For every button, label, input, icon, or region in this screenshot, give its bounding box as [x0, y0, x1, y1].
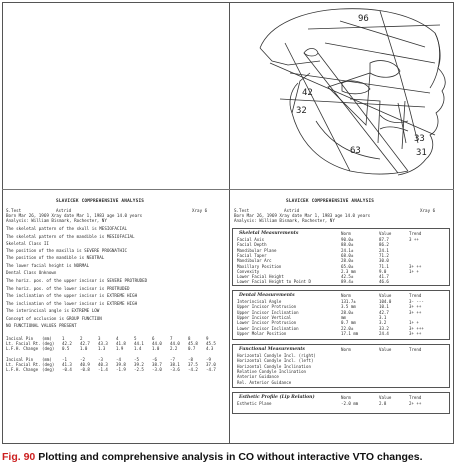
measurement-cell: 1+ + — [409, 320, 419, 326]
tracing-label-42: 42 — [302, 88, 313, 98]
table-cell: 42.7 — [80, 341, 90, 346]
table-cell: -4 — [116, 357, 121, 362]
table-cell: L.F.H. Change — [6, 346, 39, 351]
table-cell: (deg) — [42, 346, 55, 351]
right-analysis-line: Analysis: William Bismark, Rochester, NY — [234, 218, 335, 223]
functional-measurements-box — [232, 344, 450, 388]
table-cell: -0.4 — [62, 367, 72, 372]
left-statement-line: Skeletal Class II — [6, 241, 49, 246]
table-cell: -4.7 — [206, 367, 216, 372]
left-statement-line: Concept of occlusion is GROUP FUNCTION — [6, 316, 102, 321]
left-statement-line: The inclination of the upper incisor is EXTREME HIGH — [6, 293, 138, 298]
table-cell: -2.5 — [134, 367, 144, 372]
measurement-cell: 71.2 — [379, 252, 389, 258]
measurement-row — [233, 299, 449, 304]
table-cell: 1 — [62, 336, 65, 341]
right-xray-no: Xray 6 — [420, 208, 436, 213]
left-analysis-line: Analysis: William Bismark, Rochester, NY — [6, 218, 107, 223]
measurement-row — [233, 380, 449, 385]
measurement-cell: 33.2 — [379, 325, 389, 331]
measurement-cell: 22.0± — [341, 325, 354, 331]
right-heading: SLAVICEK COMPREHENSIVE ANALYSIS — [286, 199, 375, 204]
measurement-cell: Interincisal Angle — [237, 299, 282, 304]
measurement-cell: Facial Depth — [237, 242, 267, 248]
measurement-cell: 10.1 — [379, 304, 389, 310]
column-header: Trend — [409, 293, 422, 298]
table-cell: 6 — [152, 336, 155, 341]
column-header: Trend — [409, 231, 422, 236]
table-cell: -3.6 — [170, 367, 180, 372]
measurement-cell: Facial Axis — [237, 237, 265, 242]
table-cell: 37.0 — [206, 362, 216, 367]
measurement-row — [233, 242, 449, 247]
measurement-cell: Anterior Guidance — [237, 374, 279, 380]
tracing-label-63: 63 — [350, 146, 361, 156]
measurement-cell: 65.0± — [341, 263, 354, 269]
figure-number: Fig. 90 — [2, 451, 36, 463]
table-cell: 42.2 — [62, 341, 72, 346]
measurement-cell: Lower Facial Height to Point D — [237, 279, 311, 285]
table-cell: (deg) — [42, 362, 55, 367]
measurement-row — [233, 253, 449, 258]
left-statement-line: Dental Class Unknown — [6, 270, 57, 275]
table-cell: 38.1 — [170, 362, 180, 367]
measurement-cell: 131.7± — [341, 299, 356, 304]
measurement-row — [233, 369, 449, 374]
tracing-label-32: 32 — [296, 106, 307, 116]
measurement-cell: 42.5± — [341, 274, 354, 280]
table-cell: -0.8 — [80, 367, 90, 372]
table-cell: 37.5 — [188, 362, 198, 367]
measurement-cell: 2.8 — [379, 401, 387, 406]
measurement-cell: 71.1 — [379, 263, 389, 269]
measurement-cell: Lower Facial Height — [237, 274, 284, 280]
measurement-row — [233, 358, 449, 363]
measurement-cell: 3+ ++ — [409, 304, 422, 310]
right-patient-name: S.Test — [234, 208, 250, 213]
left-xray-no: Xray 6 — [192, 208, 208, 213]
tracing-label-31: 31 — [416, 148, 427, 158]
table-cell: (mm) — [42, 357, 52, 362]
cephalometric-tracing — [230, 3, 454, 189]
dental-title: Dental Measurements — [239, 293, 295, 298]
left-statement-line: The interincisal angle is EXTREME LOW — [6, 308, 100, 313]
measurement-cell: 28.0± — [341, 309, 354, 315]
table-cell: -3 — [98, 357, 103, 362]
table-cell: Lt. Facial Rt. — [6, 341, 41, 346]
esthetic-profile-box — [232, 392, 450, 414]
measurement-cell: 89.4± — [341, 279, 354, 285]
measurement-row — [233, 304, 449, 309]
measurement-row — [233, 326, 449, 331]
measurement-cell: 88.0± — [341, 242, 354, 248]
measurement-cell: Maxillary Position — [237, 263, 282, 269]
measurement-cell: Lower Incisor Inclination — [237, 325, 299, 331]
table-cell: 1.0 — [80, 346, 88, 351]
measurement-row — [233, 237, 449, 242]
measurement-cell: Esthetic Plane — [237, 401, 272, 406]
table-cell: 45.5 — [206, 341, 216, 346]
measurement-row — [233, 310, 449, 315]
left-born-line: Born Mar 26, 1969 Xray date Mar 1, 1983 age 14.0 years — [6, 213, 143, 218]
measurement-cell: 3.2 — [379, 320, 387, 326]
figure-title: Plotting and comprehensive analysis in CO without interactive VTO changes. — [38, 451, 423, 463]
table-cell: (deg) — [42, 341, 55, 346]
column-header: Value — [379, 293, 392, 298]
measurement-cell: 86.2 — [379, 242, 389, 248]
functional-title: Functional Measurements — [239, 347, 305, 352]
figure-caption — [2, 451, 454, 463]
table-cell: 45.8 — [188, 341, 198, 346]
table-cell: 1.0 — [152, 346, 160, 351]
table-cell: Incisal Pin — [6, 336, 34, 341]
measurement-row — [233, 315, 449, 320]
column-header: Norm — [341, 293, 351, 298]
column-header: Value — [379, 347, 392, 352]
measurement-cell: 3.1 — [379, 314, 387, 320]
esthetic-title: Esthetic Profile (Lip Relation) — [239, 395, 315, 400]
right-born-line: Born Mar 26, 1969 Xray date Mar 1, 1983 age 14.0 years — [234, 213, 371, 218]
table-cell: L.F.H. Change — [6, 367, 39, 372]
column-header: Value — [379, 395, 392, 400]
table-cell: 2 — [80, 336, 83, 341]
column-header: Norm — [341, 395, 351, 400]
table-cell: -3.0 — [152, 367, 162, 372]
measurement-cell: Mandibular Plane — [237, 247, 277, 253]
left-statement-line: The skeletal pattern of the mandible is MESIOFACIAL — [6, 234, 135, 239]
table-cell: 44.1 — [134, 341, 144, 346]
measurement-cell: Relative Condyle Inclination — [237, 368, 307, 374]
left-patient-first: Astrid — [56, 208, 72, 213]
horizontal-divider — [2, 189, 454, 190]
measurement-cell: 41.7 — [379, 274, 389, 280]
measurement-cell: 3- --- — [409, 299, 424, 304]
table-cell: -1 — [62, 357, 67, 362]
measurement-cell: 28.0± — [341, 258, 354, 264]
measurement-cell: 3+ ++ — [409, 330, 422, 336]
table-cell: 0.5 — [62, 346, 70, 351]
measurement-row — [233, 279, 449, 284]
table-cell: 4 — [116, 336, 119, 341]
right-patient-first: Astrid — [284, 208, 300, 213]
measurement-cell: Horizontal Condyle Inclination — [237, 363, 311, 369]
measurement-row — [233, 401, 449, 406]
measurement-cell: 0.7 mm — [341, 320, 356, 326]
tracing-label-96: 96 — [358, 14, 369, 24]
column-header: Trend — [409, 347, 422, 352]
table-row — [6, 367, 224, 372]
left-statement-line: The horiz. pos. of the upper incisor is SEVERE PROTRUDED — [6, 278, 148, 283]
table-cell: 41.8 — [116, 341, 126, 346]
table-cell: 43.3 — [98, 341, 108, 346]
measurement-row — [233, 353, 449, 358]
table-cell: 40.3 — [98, 362, 108, 367]
measurement-cell: 104.0 — [379, 299, 392, 304]
left-heading: SLAVICEK COMPREHENSIVE ANALYSIS — [56, 199, 145, 204]
table-cell: 4.3 — [206, 346, 214, 351]
left-statement-line: The horiz. pos. of the lower incisor is PROTRUDED — [6, 286, 130, 291]
table-cell: 44.0 — [152, 341, 162, 346]
measurement-cell: 90.0± — [341, 237, 354, 242]
measurement-cell: 9.0 — [379, 268, 387, 274]
table-header-row — [233, 347, 449, 352]
skeletal-title: Skeletal Measurements — [239, 231, 299, 236]
measurement-cell: 30.0 — [379, 258, 389, 264]
measurement-row — [233, 264, 449, 269]
measurement-row — [233, 320, 449, 325]
table-cell: -9 — [206, 357, 211, 362]
measurement-cell: Rel. Anterior Guidance — [237, 379, 292, 385]
column-header: Norm — [341, 231, 351, 236]
measurement-row — [233, 364, 449, 369]
table-cell: -2 — [80, 357, 85, 362]
table-cell: Lt. Facial Rt. — [6, 362, 41, 367]
table-cell: Incisal Pin — [6, 357, 34, 362]
measurement-cell: Horizontal Condyle Incl. (left) — [237, 358, 314, 364]
table-cell: -4.2 — [188, 367, 198, 372]
measurement-cell: Lower Incisor Protrusion — [237, 320, 297, 326]
table-cell: 8 — [188, 336, 191, 341]
table-cell: 1.9 — [116, 346, 124, 351]
column-header: Value — [379, 231, 392, 236]
measurement-row — [233, 274, 449, 279]
measurement-row — [233, 269, 449, 274]
skeletal-measurements-box — [232, 228, 450, 286]
measurement-cell: 2.3 mm — [341, 268, 356, 274]
measurement-cell: Mandibular Arc — [237, 258, 272, 264]
table-cell: 1.3 — [98, 346, 106, 351]
measurement-cell: Upper Incisor Protrusion — [237, 304, 297, 310]
table-header-row — [233, 395, 449, 400]
left-patient-name: S.Test — [6, 208, 22, 213]
measurement-cell: 17.1 mm — [341, 330, 359, 336]
table-cell: 2.2 — [170, 346, 178, 351]
measurement-cell: Horizontal Condyle Incl. (right) — [237, 353, 316, 358]
table-cell: 44.0 — [170, 341, 180, 346]
table-cell: 41.3 — [62, 362, 72, 367]
left-statement-line: The inclination of the lower incisor is EXTREME HIGH — [6, 301, 138, 306]
table-cell: 5 — [134, 336, 137, 341]
table-cell: -7 — [170, 357, 175, 362]
measurement-cell: Facial Taper — [237, 252, 267, 258]
measurement-cell: 87.7 — [379, 237, 389, 242]
measurement-cell: 68.0± — [341, 252, 354, 258]
measurement-row — [233, 248, 449, 253]
measurement-cell: -2.0 mm — [341, 401, 359, 406]
measurement-cell: 24.1± — [341, 247, 354, 253]
left-statement-line: The lower facial height is NORMAL — [6, 263, 90, 268]
measurement-cell: Convexity — [237, 268, 260, 274]
table-cell: -1.9 — [116, 367, 126, 372]
table-cell: (deg) — [42, 367, 55, 372]
table-row — [6, 346, 224, 351]
table-cell: 39.2 — [134, 362, 144, 367]
table-cell: 40.9 — [80, 362, 90, 367]
table-cell: 39.8 — [116, 362, 126, 367]
table-cell: 7 — [170, 336, 173, 341]
left-statement-line: The skeletal pattern of the skull is MESIOFACIAL — [6, 226, 128, 231]
measurement-row — [233, 258, 449, 263]
measurement-cell: 3+ ++ — [409, 309, 422, 315]
measurement-row — [233, 331, 449, 336]
measurement-cell: 24.4 — [379, 330, 389, 336]
measurement-cell: Upper Incisor Inclination — [237, 309, 299, 315]
table-header-row — [233, 293, 449, 298]
left-statement-line: NO FUNCTIONAL VALUES PRESENT — [6, 323, 77, 328]
table-cell: -5 — [134, 357, 139, 362]
table-cell: -1.4 — [98, 367, 108, 372]
measurement-cell: 3.5 mm — [341, 304, 356, 310]
measurement-cell: 3+ +++ — [409, 325, 424, 331]
dental-measurements-box — [232, 290, 450, 340]
table-cell: 1.4 — [134, 346, 142, 351]
measurement-cell: Upper Molar Position — [237, 330, 287, 336]
table-header-row — [233, 231, 449, 236]
measurement-cell: 24.1 — [379, 247, 389, 253]
table-cell: -6 — [152, 357, 157, 362]
table-cell: (mm) — [42, 336, 52, 341]
column-header: Norm — [341, 347, 351, 352]
measurement-cell: Upper Incisor Vertical — [237, 314, 292, 320]
table-cell: 9 — [206, 336, 209, 341]
table-cell: 3 — [98, 336, 101, 341]
tracing-label-33: 33 — [414, 134, 425, 144]
measurement-cell: 3 ++ — [409, 237, 419, 242]
measurement-cell: 2+ ++ — [409, 401, 422, 406]
measurement-cell: 46.6 — [379, 279, 389, 285]
table-cell: 38.7 — [152, 362, 162, 367]
measurement-row — [233, 374, 449, 379]
table-cell: 0.7 — [188, 346, 196, 351]
measurement-cell: 42.7 — [379, 309, 389, 315]
measurement-cell: mm — [341, 314, 346, 320]
left-statement-line: The position of the maxilla is SEVERE PROGNATHIC — [6, 248, 128, 253]
column-header: Trend — [409, 395, 422, 400]
measurement-cell: 3+ ++ — [409, 263, 422, 269]
measurement-cell: 1+ + — [409, 268, 419, 274]
left-statement-line: The position of the mandible is NEUTRAL — [6, 255, 105, 260]
table-cell: -8 — [188, 357, 193, 362]
